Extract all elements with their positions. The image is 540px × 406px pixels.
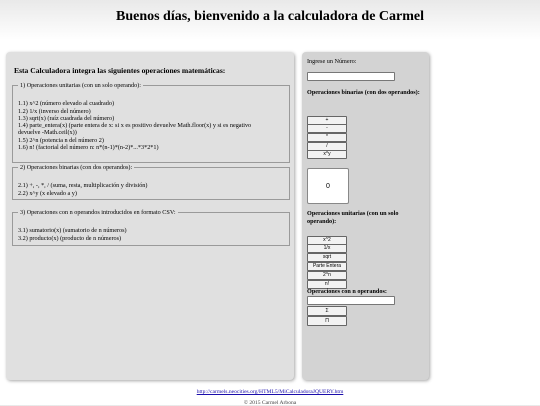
number-label: Ingrese un Número: bbox=[307, 58, 357, 65]
factorial-button[interactable]: n! bbox=[307, 280, 347, 289]
n-ops-group bbox=[12, 209, 290, 246]
sqrt-button[interactable]: sqrt bbox=[307, 253, 347, 262]
unary-ops-group bbox=[12, 82, 290, 163]
csv-input[interactable] bbox=[307, 296, 395, 305]
list-item: 2.2) x^y (x elevado a y) bbox=[18, 189, 77, 197]
number-input[interactable] bbox=[307, 72, 395, 81]
multiply-button[interactable]: * bbox=[307, 133, 347, 142]
page-title: Buenos días, bienvenido a la calculadora de Carmel bbox=[115, 9, 425, 24]
minus-button[interactable]: - bbox=[307, 124, 347, 133]
list-item: 1.1) x^2 (número elevado al cuadrado) bbox=[18, 100, 115, 108]
product-button[interactable]: Π bbox=[307, 316, 347, 326]
intro-text: Esta Calculadora integra las siguientes operaciones matemáticas: bbox=[14, 66, 226, 75]
list-item: 3.1) sumatorio(x) (sumatorio de n números) bbox=[18, 227, 127, 235]
list-item: 1.2) 1/x (inverso del número) bbox=[18, 107, 91, 115]
inverse-button[interactable]: 1/x bbox=[307, 244, 347, 253]
integer-part-button[interactable]: Parte Entera bbox=[307, 262, 347, 271]
divide-button[interactable]: / bbox=[307, 142, 347, 151]
plus-button[interactable]: + bbox=[307, 116, 347, 125]
group-legend: 1) Operaciones unitarias (con un solo operando): bbox=[20, 82, 141, 89]
list-item: 1.3) sqrt(x) (raíz cuadrada del número) bbox=[18, 114, 115, 122]
binary-ops-group bbox=[12, 164, 290, 200]
n-ops-label: Operaciones con n operandos: bbox=[307, 288, 387, 295]
footer-link[interactable]: http://carmels.neocities.org/HTML5/MiCalculadoraJQUERY.htm bbox=[196, 389, 344, 395]
list-item: 2.1) +, -, *, / (suma, resta, multiplicación y división) bbox=[18, 182, 148, 190]
group-legend: 3) Operaciones con n operandos introducidos en formato CSV: bbox=[20, 209, 176, 216]
power-of-two-button[interactable]: 2^n bbox=[307, 271, 347, 280]
list-item: 1.6) n! (factorial del número n: n*(n-1)*(n-2)*...*3*2*1) bbox=[18, 144, 159, 152]
binary-ops-label: Operaciones binarias (con dos operandos): bbox=[307, 89, 420, 96]
group-legend: 2) Operaciones binarias (con dos operandos): bbox=[20, 164, 133, 171]
power-button[interactable]: x^y bbox=[307, 150, 347, 159]
unary-ops-label: Operaciones unitarias (con un solo operando): bbox=[307, 210, 399, 225]
list-item: 3.2) producto(x) (producto de n números) bbox=[18, 234, 122, 242]
info-panel bbox=[6, 52, 294, 380]
list-item: 1.5) 2^n (potencia n del número 2) bbox=[18, 136, 104, 144]
footer-credit: © 2015 Carmel Arbona bbox=[243, 400, 297, 406]
result-display: 0 bbox=[307, 168, 349, 204]
square-button[interactable]: x^2 bbox=[307, 236, 347, 245]
calculator-panel bbox=[302, 52, 429, 380]
sum-button[interactable]: Σ bbox=[307, 306, 347, 316]
list-item: devuelve -Math.ceil(x)) bbox=[18, 129, 77, 137]
list-item: 1.4) parte_entera(x) (parte entera de x: si x es positivo devuelve Math.floor(x) y si es negativo bbox=[18, 122, 252, 130]
